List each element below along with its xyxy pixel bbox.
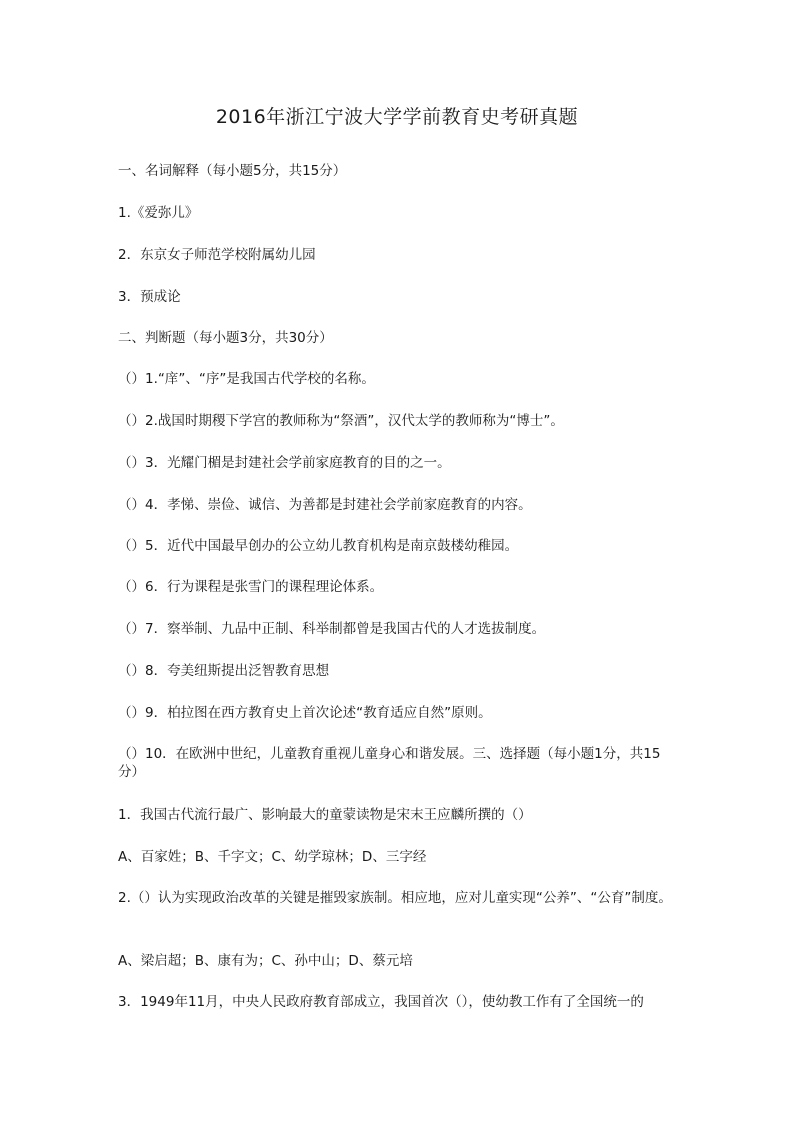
choice-options-2: A、梁启超；B、康有为；C、孙中山；D、蔡元培 — [118, 953, 413, 969]
true-false-item-4: （）4．孝悌、崇俭、诚信、为善都是封建社会学前家庭教育的内容。 — [118, 497, 532, 513]
term-item-1: 1.《爱弥儿》 — [118, 205, 199, 221]
true-false-item-3: （）3．光耀门楣是封建社会学前家庭教育的目的之一。 — [118, 455, 451, 471]
section-heading-terms: 一、名词解释（每小题5分，共15分） — [118, 163, 347, 179]
choice-options-1: A、百家姓；B、千字文；C、幼学琼林；D、三字经 — [118, 849, 427, 865]
term-item-2: 2．东京女子师范学校附属幼儿园 — [118, 247, 316, 263]
section-heading-true-false: 二、判断题（每小题3分，共30分） — [118, 330, 333, 346]
choice-question-3: 3．1949年11月，中央人民政府教育部成立，我国首次（），使幼教工作有了全国统一的 — [118, 994, 644, 1010]
true-false-item-10: （）10．在欧洲中世纪，儿童教育重视儿童身心和谐发展。三、选择题（每小题1分，共15分） — [118, 746, 661, 780]
document-title: 2016年浙江宁波大学学前教育史考研真题 — [215, 106, 579, 128]
true-false-item-9: （）9．柏拉图在西方教育史上首次论述“教育适应自然”原则。 — [118, 705, 492, 721]
true-false-item-7: （）7．察举制、九品中正制、科举制都曾是我国古代的人才选拔制度。 — [118, 621, 546, 637]
true-false-item-2: （）2.战国时期稷下学宫的教师称为“祭酒”，汉代太学的教师称为“博士”。 — [118, 413, 564, 429]
true-false-item-8: （）8．夸美纽斯提出泛智教育思想 — [118, 663, 330, 679]
choice-question-2: 2.（）认为实现政治改革的关键是摧毁家族制。相应地，应对儿童实现“公养”、“公育”制度。 — [118, 890, 672, 906]
term-item-3: 3．预成论 — [118, 289, 181, 305]
true-false-item-6: （）6．行为课程是张雪门的课程理论体系。 — [118, 579, 384, 595]
choice-question-1: 1．我国古代流行最广、影响最大的童蒙读物是宋末王应麟所撰的（） — [118, 807, 532, 823]
true-false-item-1: （）1.“庠”、“序”是我国古代学校的名称。 — [118, 371, 375, 387]
true-false-item-5: （）5．近代中国最早创办的公立幼儿教育机构是南京鼓楼幼稚园。 — [118, 538, 519, 554]
